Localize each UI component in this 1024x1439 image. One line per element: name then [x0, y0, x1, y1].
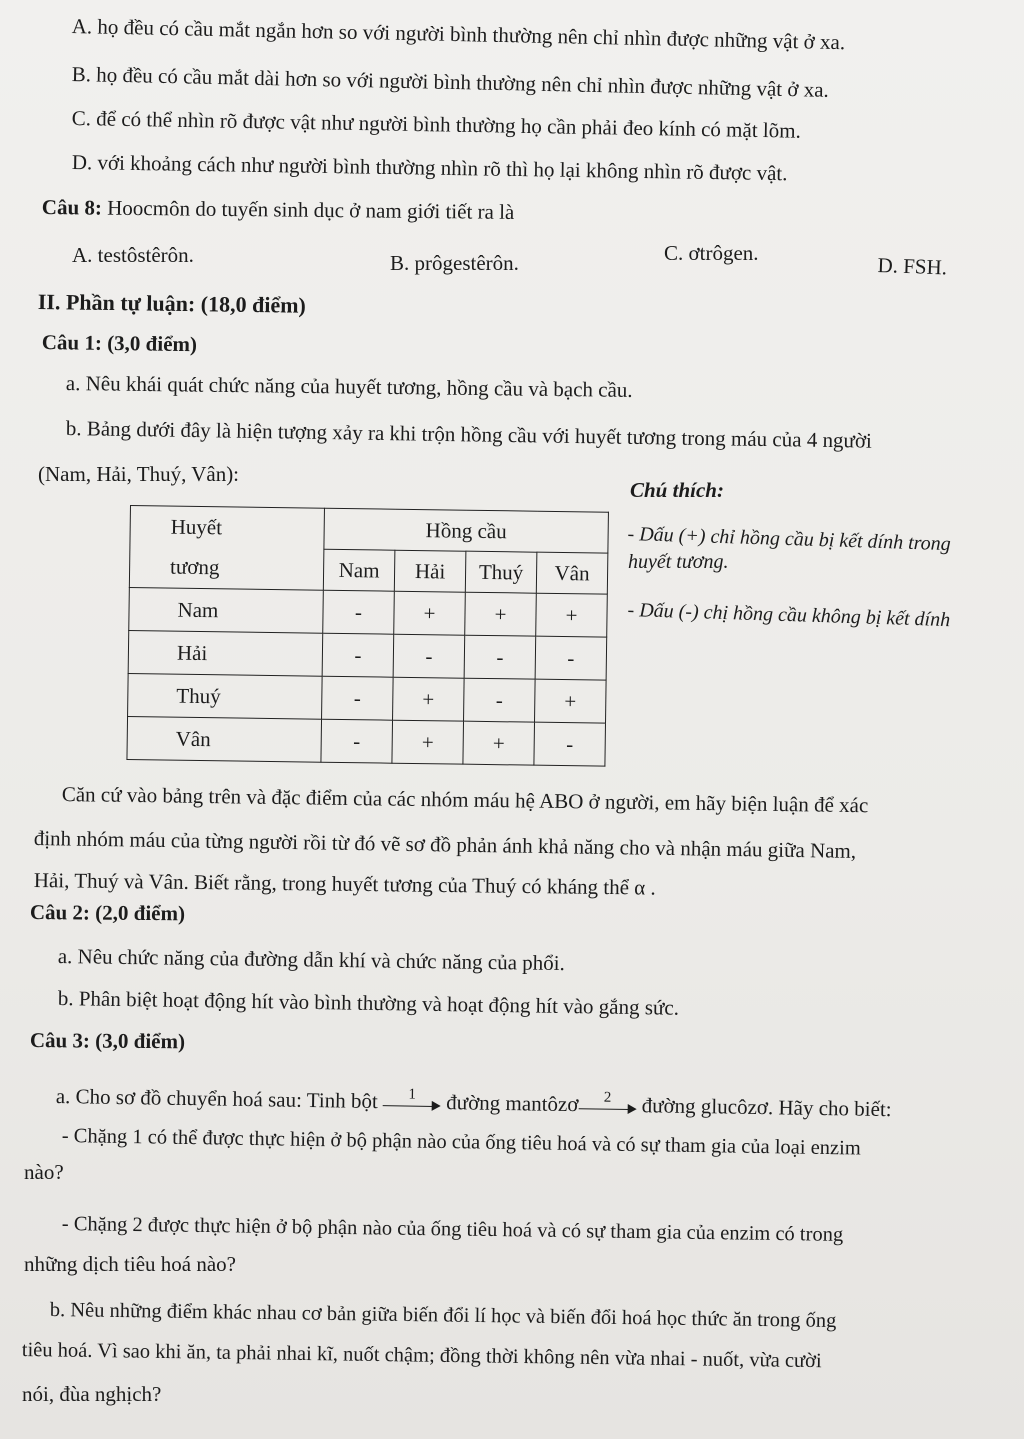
c3-title: Câu 3: (3,0 điểm) — [29, 1028, 186, 1054]
table-row — [128, 630, 607, 680]
c3-part-b-line2: tiêu hoá. Vì sao khi ăn, ta phải nhai kĩ, nuốt chậm; đồng thời không nên vừa nhai - nuốt, vừa cười — [21, 1338, 822, 1373]
c1-part-b-line2: (Nam, Hải, Thuý, Vân): — [38, 462, 240, 486]
table-row — [127, 716, 606, 766]
table-group-header: Hồng cầu — [324, 508, 609, 553]
q8-question — [42, 195, 515, 225]
c3-step1-line1: - Chặng 1 có thể được thực hiện ở bộ phận nào của ống tiêu hoá và có sự tham gia của loại enzim — [61, 1124, 861, 1160]
table-cell: - — [393, 634, 465, 678]
blood-compatibility-table — [126, 505, 609, 767]
c3-step1-line2: nào? — [24, 1160, 64, 1184]
c1-part-a: a. Nêu khái quát chức năng của huyết tương, hồng cầu và bạch cầu. — [65, 371, 633, 402]
row-header: Nam — [129, 587, 324, 633]
q8-option-d: D. FSH. — [877, 253, 948, 280]
table-cell: + — [463, 721, 535, 765]
row-header: Thuý — [128, 673, 323, 719]
table-cell: - — [323, 590, 395, 634]
c3-part-a — [56, 1084, 892, 1122]
corner-line2: tương — [169, 554, 220, 579]
column-header: Vân — [536, 552, 608, 594]
c1-para-line2: định nhóm máu của từng người rồi từ đó vẽ sơ đồ phản ánh khả năng cho và nhận máu giữa Nam, — [33, 826, 857, 863]
note-plus-line2: huyết tương. — [628, 551, 729, 573]
c3-part-b-line3: nói, đùa nghịch? — [22, 1382, 162, 1406]
column-header: Nam — [323, 549, 395, 591]
c1-para-line3: Hải, Thuý và Vân. Biết rằng, trong huyết tương của Thuý có kháng thể α . — [33, 868, 656, 900]
note-minus: - Dấu (-) chị hồng cầu không bị kết dính — [627, 598, 951, 632]
q7-option-a: A. họ đều có cầu mắt ngắn hơn so với người bình thường nên chỉ nhìn được những vật ở xa. — [71, 14, 846, 55]
q8-option-b: B. prôgestêrôn. — [390, 251, 519, 275]
corner-line1: Huyết — [170, 514, 223, 539]
c1-part-b-line1: b. Bảng dưới đây là hiện tượng xảy ra khi trộn hồng cầu với huyết tương trong máu của 4 người — [65, 416, 873, 453]
c2-part-b: b. Phân biệt hoạt động hít vào bình thường và hoạt động hít vào gắng sức. — [57, 986, 680, 1020]
table-cell: - — [464, 678, 536, 722]
table-cell: - — [464, 635, 536, 679]
part2-title: II. Phần tự luận: (18,0 điểm) — [37, 289, 307, 318]
c3-a-prefix: a. Cho sơ đồ chuyển hoá sau: Tinh bột — [55, 1084, 378, 1114]
c3-a-mid: đường mantôzơ — [446, 1090, 579, 1117]
table-cell: + — [394, 591, 466, 635]
row-header: Vân — [127, 716, 322, 762]
c2-title: Câu 2: (2,0 điểm) — [29, 900, 186, 926]
table-cell: + — [536, 593, 608, 637]
table-corner-header — [129, 506, 324, 591]
arrow-step-2 — [578, 1089, 636, 1117]
q8-label: Câu 8: — [41, 195, 103, 220]
table-cell: - — [321, 719, 393, 763]
q8-option-c: C. ơtrôgen. — [664, 241, 759, 265]
q8-option-a: A. testôstêrôn. — [72, 243, 194, 267]
note-title: Chú thích: — [630, 478, 724, 502]
table-row — [129, 587, 608, 637]
table-cell: + — [465, 592, 537, 636]
table-cell: - — [322, 676, 394, 720]
c1-para-line1: Căn cứ vào bảng trên và đặc điểm của các nhóm máu hệ ABO ở người, em hãy biện luận để xác — [61, 782, 869, 818]
arrow-step-1 — [383, 1086, 441, 1114]
c3-a-suffix: đường glucôzơ. Hãy cho biết: — [641, 1093, 892, 1122]
note-plus-line1: - Dấu (+) chỉ hồng cầu bị kết dính trong — [627, 522, 952, 556]
arrow-step-2-label: 2 — [603, 1089, 612, 1106]
column-header: Hải — [394, 550, 466, 592]
c3-step2-line1: - Chặng 2 được thực hiện ở bộ phận nào của ống tiêu hoá và có sự tham gia của enzim có trong — [61, 1212, 844, 1246]
q7-option-b: B. họ đều có cầu mắt dài hơn so với người bình thường nên chỉ nhìn được những vật ở xa. — [71, 62, 830, 102]
table-cell: + — [535, 679, 607, 723]
table-cell: + — [392, 720, 464, 764]
arrow-step-1-label: 1 — [408, 1086, 417, 1103]
table-cell: + — [393, 677, 465, 721]
q7-option-c: C. để có thể nhìn rõ được vật như người bình thường họ cần phải đeo kính có mặt lõm. — [71, 106, 802, 143]
c1-title: Câu 1: (3,0 điểm) — [41, 330, 198, 357]
q7-option-d: D. với khoảng cách như người bình thường nhìn rõ thì họ lại không nhìn rõ được vật. — [71, 150, 788, 186]
c3-part-b-line1: b. Nêu những điểm khác nhau cơ bản giữa biến đổi lí học và biến đổi hoá học thức ăn trong ống — [49, 1298, 837, 1332]
table-cell: - — [322, 633, 394, 677]
table-row — [128, 673, 607, 723]
q8-text: Hoocmôn do tuyến sinh dục ở nam giới tiết ra là — [107, 195, 515, 224]
column-header: Thuý — [465, 551, 537, 593]
row-header: Hải — [128, 630, 323, 676]
table-cell: - — [534, 722, 606, 766]
c3-step2-line2: những dịch tiêu hoá nào? — [24, 1252, 236, 1276]
table-cell: - — [535, 636, 607, 680]
c2-part-a: a. Nêu chức năng của đường dẫn khí và chức năng của phổi. — [57, 944, 566, 976]
